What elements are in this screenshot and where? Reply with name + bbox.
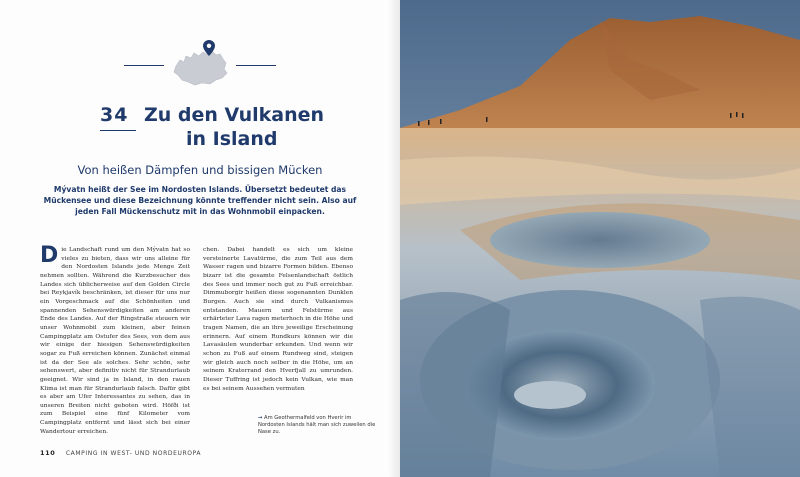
body-text-1: ie Landschaft rund um den Mývatn hat so vieles zu bieten, dass wir uns alleine für den Nordosten Islands jede Menge Zeit nehmen sollten. Während die Kurzbesucher des Landes sich üblicherweise auf den Golden Circle bei Reykjavík beschränken, ist dieser für uns nur ein Vorgeschmack auf die Schönheiten und spannenden Sehenswürdigkeiten am anderen Ende des Landes. Auf der Ringstraße steuern wir unser Wohnmobil zum kleinen, aber feinen Campingplatz am Ostufer des Sees, von dem aus wir einige der hiesigen Sehenswürdigkeiten sogar zu Fuß erreichen können. Zunächst einmal ist da der See als solches. Sehr schön, sehr sehenswert, aber definitiv nicht für Strandurlaub geeignet. Wir sind ja in Island, in den rauen Klima ist man für Strandurlaub falsch. Dafür gibt es aber am Ufer Interessantes zu sehen, das in unseren Breiten nicht geboten wird. Höfði ist zum Beispiel eine fünf Kilometer vom Campingplatz entfernt und lässt sich bei einer Wandertour erreichen.	[40, 247, 190, 435]
landscape-photo-illustration	[400, 0, 800, 477]
lead-paragraph: Mývatn heißt der See im Nordosten Islands. Übersetzt bedeutet das Mückensee und diese Bezeichnung könnte treffender nicht sein. Also auf jeden Fall Mückenschutz mit in das Wohnmobil einpacken.	[43, 185, 357, 216]
iceland-map-icon	[170, 42, 230, 88]
subtitle: Von heißen Dämpfen und bissigen Mücken	[77, 163, 323, 177]
body-column-right	[203, 246, 353, 393]
gutter-shadow	[388, 0, 400, 477]
page-footer	[40, 449, 201, 457]
body-paragraph-2: chen. Dabei handelt es sich um kleine versteinerte Lavatürme, die zum Teil aus dem Wasser ragen und bizarre Formen bilden. Ebenso bizarr ist die gesamte Felsenlandschaft östlich des Sees und immer noch gut zu Fuß erreichbar. Dimmuborgir heißen diese sogenannten Dunklen Burgen. Auch sie sind durch Vulkanismus entstanden. Mauern und Felstürme aus erhärteter Lava ragen meterhoch in die Höhe und tragen Namen, die an ihre jeweilige Erscheinung erinnern. Auf einem Rundkurs können wir die Lavasäulen wunderbar erkunden. Und wenn wir schon zu Fuß auf einem Rundweg sind, steigen wir gleich auch noch selber in die Höhe, um an seinem Kraterrand den Hverfjall zu umrunden. Dieser Tuffring ist jedoch kein Vulkan, wie man es bei seinem Aussehen vermuten	[203, 247, 354, 392]
page-number: 110	[40, 449, 56, 457]
photo-caption	[258, 415, 378, 436]
title-line-2: in Island	[186, 128, 278, 150]
geothermal-mudpots-photo	[400, 0, 800, 477]
emblem-rule-right	[236, 65, 276, 66]
drop-cap: D	[40, 243, 59, 268]
emblem-rule-left	[124, 65, 164, 66]
arrow-right-icon: →	[258, 415, 263, 421]
body-paragraph-1	[40, 243, 190, 436]
chapter-emblem	[124, 40, 276, 90]
chapter-number-underline	[100, 130, 136, 131]
caption-text: Am Geothermalfeld von Hverir im Nordosten Islands hält man sich zuweilen die Nase zu.	[258, 415, 376, 435]
chapter-number: 34	[100, 104, 129, 126]
body-column-left	[40, 243, 190, 436]
title-line-1: Zu den Vulkanen	[144, 104, 325, 126]
location-pin-icon	[203, 40, 215, 56]
section-name: CAMPING IN WEST- UND NORDEUROPA	[65, 450, 202, 457]
